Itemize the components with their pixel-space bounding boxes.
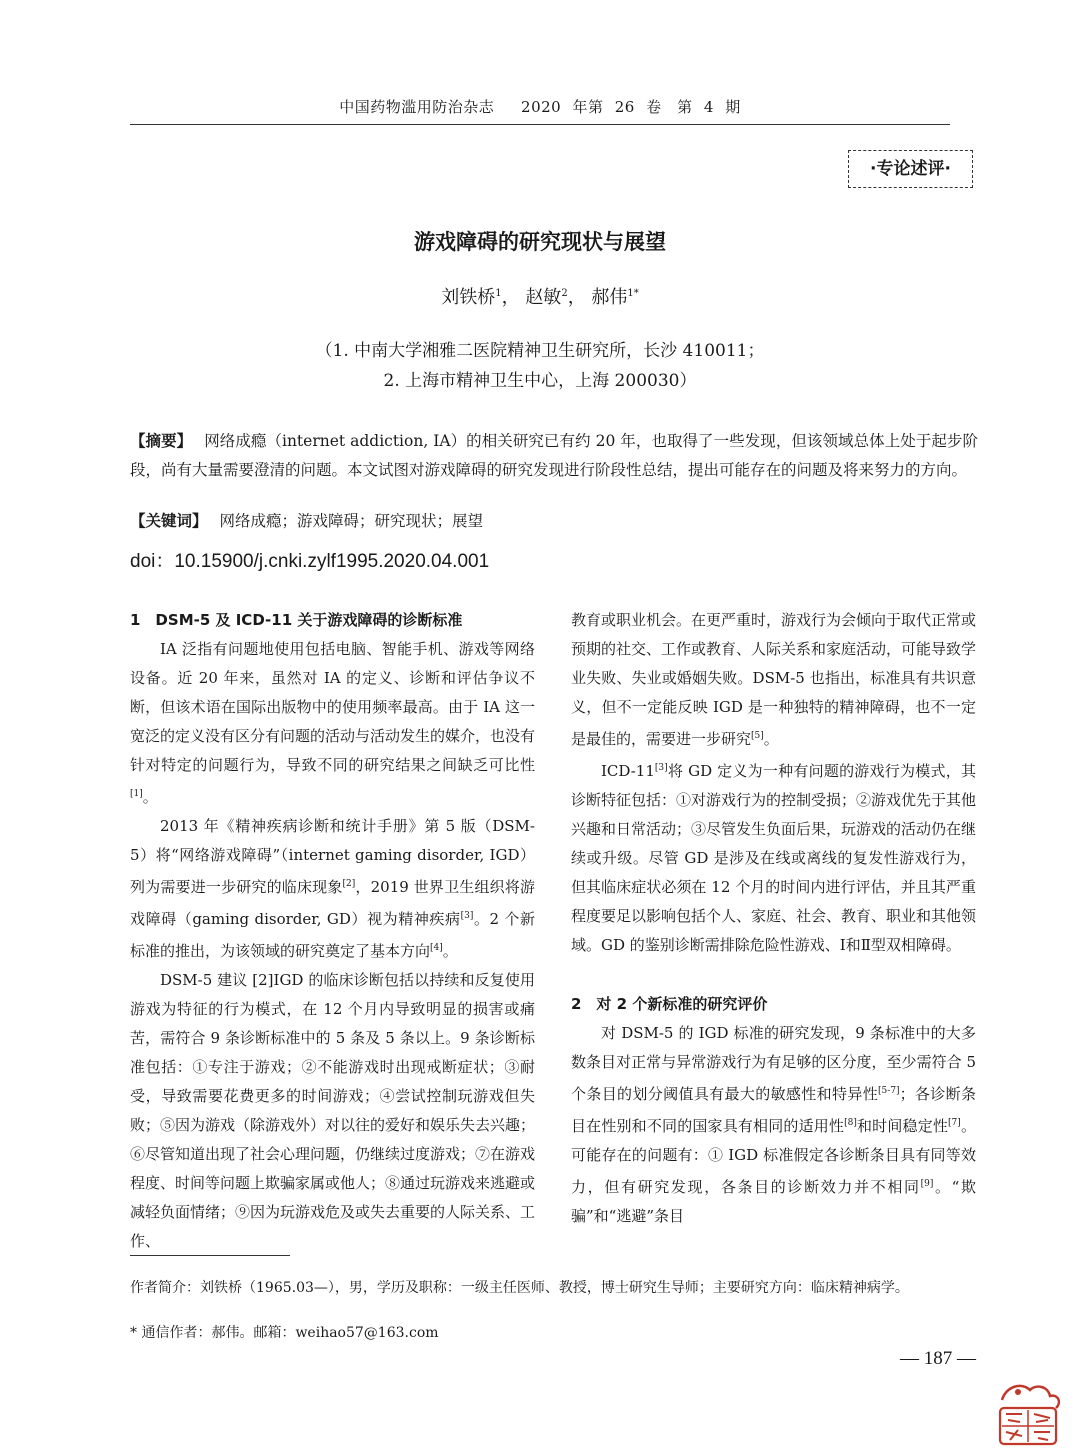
- citation: [5]: [751, 731, 764, 741]
- paragraph: DSM-5 建议 [2]IGD 的临床诊断包括以持续和反复使用游戏为特征的行为模式，在 12 个月内导致明显的损害或痛苦，需符合 9 条诊断标准中的 5 条及 5 条以上。9 条诊断标准包括：①专注于游戏；②不能游戏时出现戒断症状；③耐受，导致需要花费更多的时间游戏；④尝试控制玩游戏但失败；⑤因为游戏（除游戏外）对以往的爱好和娱乐失去兴趣；⑥尽管知道出现了社会心理问题，仍继续过度游戏；⑦在游戏程度、时间等问题上欺骗家属或他人；⑧通过玩游戏来逃避或减轻负面情绪；⑨因为玩游戏危及或失去重要的人际关系、工作、: [130, 971, 536, 1250]
- author-separator: ，: [501, 287, 520, 308]
- left-column: [130, 606, 535, 1256]
- affiliation-line: （1. 中南大学湘雅二医院精神卫生研究所，长沙 410011；: [315, 341, 765, 361]
- header-rule: [130, 124, 950, 125]
- running-head: 中国药物滥用防治杂志 2020 年第 26 卷 第 4 期: [339, 98, 741, 116]
- column-tag: ·专论述评·: [848, 150, 973, 188]
- keywords-label: 【关键词】: [130, 512, 208, 530]
- author-name: 赵敏: [525, 287, 562, 308]
- right-column: [571, 606, 976, 1231]
- citation: [1]: [130, 789, 143, 799]
- affiliation-mark: 1: [495, 288, 502, 299]
- citation: [9]: [920, 1179, 934, 1189]
- citation: [2]: [342, 879, 356, 889]
- paragraph: ICD-11[3]将 GD 定义为一种有问题的游戏行为模式，其诊断特征包括：①对游戏行为的控制受损；②游戏优先于其他兴趣和日常活动；③尽管发生负面后果，玩游戏的活动仍在继续或升级。尽管 GD 是涉及在线或离线的复发性游戏行为，但其临床症状必须在 12 个月的时间内进行评估，并且其严重程度要足以影响包括个人、家庭、社会、教育、职业和其他领域。GD 的鉴别诊断需排除危险性游戏、Ⅰ和Ⅱ型双相障碍。: [571, 762, 977, 954]
- abstract-text: 网络成瘾（internet addiction, IA）的相关研究已有约 20 年，也取得了一些发现，但该领域总体上处于起步阶段，尚有大量需要澄清的问题。本文试图对游戏障碍的研究发现进行阶段性总结，提出可能存在的问题及将来努力的方向。: [130, 432, 978, 479]
- keywords-text: 网络成瘾；游戏障碍；研究现状；展望: [219, 512, 484, 530]
- paragraph: 2013 年《精神疾病诊断和统计手册》第 5 版（DSM-5）将“网络游戏障碍”（internet gaming disorder, IGD）列为需要进一步研究的临床现象[2]，2019 世界卫生组织将游戏障碍（gaming disorder, GD）视为精神疾病[3]。2 个新标准的推出，为该领域的研究奠定了基本方向[4]。: [130, 817, 536, 960]
- citation: [8]: [844, 1118, 857, 1128]
- citation: [3]: [654, 763, 668, 773]
- paragraph: IA 泛指有问题地使用包括电脑、智能手机、游戏等网络设备。近 20 年来，虽然对 IA 的定义、诊断和评估争议不断，但该术语在国际出版物中的使用频率最高。由于 IA 这一宽泛的定义没有区分有问题的活动与活动发生的媒介，也没有针对特定的问题行为，导致不同的研究结果之间缺乏可比性[1]。: [130, 640, 536, 806]
- abstract: [130, 427, 978, 485]
- affiliation-line: 2. 上海市精神卫生中心，上海 200030）: [383, 371, 697, 391]
- page-number: — 187 —: [900, 1348, 976, 1369]
- paragraph: 对 DSM-5 的 IGD 标准的研究发现，9 条标准中的大多数条目对正常与异常游戏行为有足够的区分度，至少需符合 5 个条目的划分阈值具有最大的敏感性和特异性[5-7]；各诊断条目在性别和不同的国家具有相同的适用性[8]和时间稳定性[7]。可能存在的问题有：① IGD 标准假定各诊断条目具有同等效力，但有研究发现，各条目的诊断效力并不相同[9]。“欺骗”和“逃避”条目: [571, 1024, 976, 1225]
- citation: [5-7]: [878, 1086, 900, 1096]
- footnote-rule: [130, 1255, 290, 1256]
- seal-stamp-icon: [988, 1378, 1068, 1448]
- affiliation-mark: 2: [561, 288, 568, 299]
- affiliation-mark: 1*: [627, 288, 639, 299]
- author-name: 郝伟: [591, 287, 628, 308]
- citation: [7]: [948, 1118, 961, 1128]
- doi: doi：10.15900/j.cnki.zylf1995.2020.04.001: [130, 551, 490, 572]
- article-title: 游戏障碍的研究现状与展望: [414, 230, 666, 254]
- keywords: [130, 509, 978, 531]
- corresponding-author-footnote: * 通信作者：郝伟。邮箱：weihao57@163.com: [130, 1325, 439, 1341]
- author-list: [0, 283, 1080, 309]
- section-heading: 1 DSM-5 及 ICD-11 关于游戏障碍的诊断标准: [130, 611, 463, 629]
- citation: [3]: [460, 911, 474, 921]
- abstract-label: 【摘要】: [130, 432, 193, 450]
- section-heading: 2 对 2 个新标准的研究评价: [571, 995, 768, 1013]
- paragraph: 教育或职业机会。在更严重时，游戏行为会倾向于取代正常或预期的社交、工作或教育、人际关系和家庭活动，可能导致学业失败、失业或婚姻失败。DSM-5 也指出，标准具有共识意义，但不一定能反映 IGD 是一种独特的精神障碍，也不一定是最佳的，需要进一步研究[5]。: [571, 611, 977, 748]
- author-name: 刘铁桥: [441, 287, 496, 308]
- author-separator: ，: [567, 287, 586, 308]
- citation: [4]: [430, 943, 443, 953]
- author-bio-footnote: 作者简介：刘铁桥（1965.03—），男，学历及职称：一级主任医师、教授，博士研究生导师；主要研究方向：临床精神病学。: [130, 1280, 909, 1296]
